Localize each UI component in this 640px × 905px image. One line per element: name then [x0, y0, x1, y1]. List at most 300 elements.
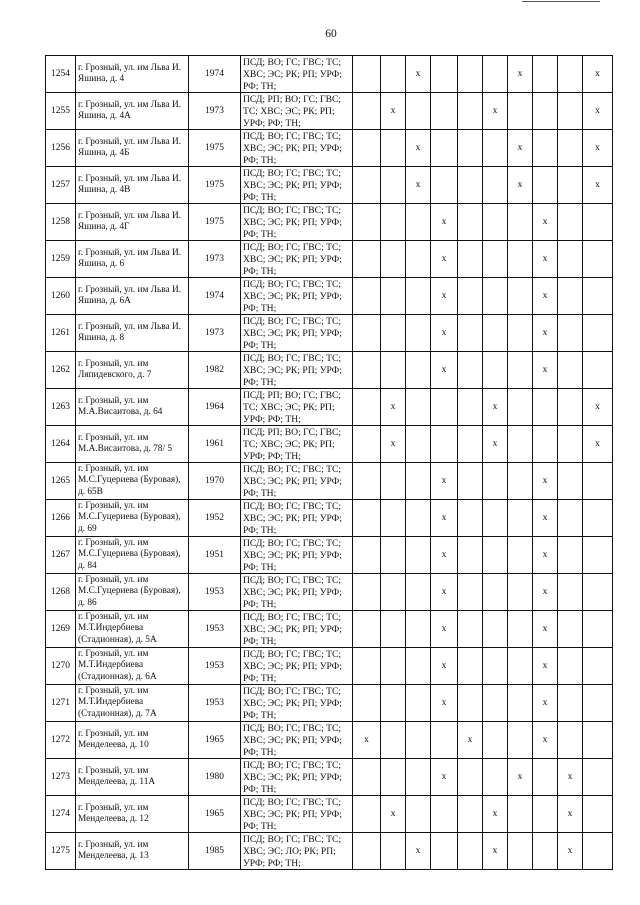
mark-cell: х: [483, 833, 508, 870]
row-number-cell: 1274: [46, 796, 76, 833]
systems-cell: [241, 611, 353, 648]
systems-cell: [241, 315, 353, 352]
mark-cell: [353, 167, 381, 204]
address-text: г. Грозный, ул. им Льва И. Яшина, д. 4Г: [78, 210, 182, 232]
row-number-cell: 1257: [46, 167, 76, 204]
systems-cell: [241, 648, 353, 685]
year-cell: 1974: [189, 278, 241, 315]
mark-cell: [483, 611, 508, 648]
row-number-cell: 1267: [46, 537, 76, 574]
row-number-cell: 1269: [46, 611, 76, 648]
mark-cell: [483, 648, 508, 685]
year-cell: 1953: [189, 648, 241, 685]
address-text: г. Грозный, ул. им Льва И. Яшина, д. 4В: [78, 173, 182, 195]
row-number-cell: 1275: [46, 833, 76, 870]
address-cell: [76, 204, 189, 241]
mark-cell: х: [483, 796, 508, 833]
mark-cell: [483, 685, 508, 722]
mark-cell: [583, 463, 613, 500]
year-cell: 1952: [189, 500, 241, 537]
mark-cell: [533, 426, 558, 463]
mark-cell: [458, 574, 483, 611]
mark-cell: [458, 796, 483, 833]
mark-cell: [508, 315, 533, 352]
mark-cell: х: [431, 537, 458, 574]
mark-cell: [353, 833, 381, 870]
mark-cell: [353, 463, 381, 500]
mark-cell: х: [533, 685, 558, 722]
table-row: [46, 315, 613, 352]
systems-cell: [241, 93, 353, 130]
mark-cell: [406, 611, 431, 648]
mark-cell: х: [583, 389, 613, 426]
year-cell: 1965: [189, 722, 241, 759]
systems-text: ПСД; ВО; ГС; ГВС; ТС; ХВС; ЭС; ЛО; РК; РП; УРФ; РФ; ТН;: [243, 834, 342, 869]
address-cell: [76, 315, 189, 352]
mark-cell: [558, 167, 583, 204]
row-number-cell: 1268: [46, 574, 76, 611]
mark-cell: [483, 537, 508, 574]
mark-cell: [533, 389, 558, 426]
systems-cell: [241, 352, 353, 389]
mark-cell: [483, 500, 508, 537]
mark-cell: [458, 389, 483, 426]
mark-cell: [508, 352, 533, 389]
systems-text: ПСД; ВО; ГС; ГВС; ТС; ХВС; ЭС; РК; РП; УРФ; РФ; ТН;: [243, 57, 342, 92]
address-text: г. Грозный, ул. им Льва И. Яшина, д. 4: [78, 62, 182, 84]
mark-cell: х: [431, 463, 458, 500]
mark-cell: [583, 500, 613, 537]
row-number-cell: 1264: [46, 426, 76, 463]
systems-text: ПСД; ВО; ГС; ГВС; ТС; ХВС; ЭС; РК; РП; УРФ; РФ; ТН;: [243, 205, 342, 240]
mark-cell: [381, 833, 406, 870]
address-cell: [76, 500, 189, 537]
row-number-cell: 1256: [46, 130, 76, 167]
mark-cell: [558, 722, 583, 759]
mark-cell: [381, 611, 406, 648]
systems-text: ПСД; ВО; ГС; ГВС; ТС; ХВС; ЭС; РК; РП; УРФ; РФ; ТН;: [243, 797, 342, 832]
mark-cell: [353, 611, 381, 648]
mark-cell: [353, 574, 381, 611]
mark-cell: [583, 241, 613, 278]
mark-cell: [406, 500, 431, 537]
year-cell: 1951: [189, 537, 241, 574]
mark-cell: [583, 204, 613, 241]
mark-cell: [381, 537, 406, 574]
mark-cell: [381, 574, 406, 611]
year-cell: 1970: [189, 463, 241, 500]
mark-cell: [381, 722, 406, 759]
mark-cell: [406, 241, 431, 278]
systems-text: ПСД; ВО; ГС; ГВС; ТС; ХВС; ЭС; РК; РП; УРФ; РФ; ТН;: [243, 760, 342, 795]
mark-cell: [381, 204, 406, 241]
address-cell: [76, 167, 189, 204]
row-number-cell: 1272: [46, 722, 76, 759]
mark-cell: [558, 463, 583, 500]
table-row: [46, 685, 613, 722]
mark-cell: [431, 130, 458, 167]
mark-cell: [508, 426, 533, 463]
row-number-cell: 1271: [46, 685, 76, 722]
mark-cell: х: [406, 56, 431, 93]
address-cell: [76, 833, 189, 870]
mark-cell: [381, 500, 406, 537]
mark-cell: х: [508, 167, 533, 204]
mark-cell: [583, 352, 613, 389]
mark-cell: [431, 796, 458, 833]
mark-cell: [406, 722, 431, 759]
mark-cell: [431, 93, 458, 130]
address-cell: [76, 611, 189, 648]
mark-cell: х: [583, 56, 613, 93]
table-row: [46, 352, 613, 389]
mark-cell: х: [533, 500, 558, 537]
systems-cell: [241, 167, 353, 204]
mark-cell: [558, 685, 583, 722]
mark-cell: [353, 500, 381, 537]
mark-cell: [508, 278, 533, 315]
mark-cell: [458, 426, 483, 463]
systems-cell: [241, 389, 353, 426]
mark-cell: х: [533, 278, 558, 315]
mark-cell: х: [431, 278, 458, 315]
row-number-cell: 1258: [46, 204, 76, 241]
mark-cell: [533, 56, 558, 93]
table-row: [46, 796, 613, 833]
systems-cell: [241, 574, 353, 611]
mark-cell: [406, 352, 431, 389]
mark-cell: х: [533, 574, 558, 611]
mark-cell: [431, 722, 458, 759]
year-cell: 1973: [189, 241, 241, 278]
mark-cell: [458, 500, 483, 537]
mark-cell: [508, 796, 533, 833]
mark-cell: [583, 759, 613, 796]
table-row: [46, 278, 613, 315]
mark-cell: [558, 204, 583, 241]
mark-cell: [381, 352, 406, 389]
table-row: [46, 56, 613, 93]
table-row: [46, 500, 613, 537]
mark-cell: [431, 426, 458, 463]
mark-cell: [406, 93, 431, 130]
address-cell: [76, 426, 189, 463]
row-number-cell: 1266: [46, 500, 76, 537]
address-text: г. Грозный, ул. им Менделеева, д. 13: [78, 839, 149, 861]
mark-cell: х: [431, 241, 458, 278]
systems-text: ПСД; ВО; ГС; ГВС; ТС; ХВС; ЭС; РК; РП; УРФ; РФ; ТН;: [243, 316, 342, 351]
mark-cell: [583, 648, 613, 685]
mark-cell: [483, 241, 508, 278]
systems-cell: [241, 426, 353, 463]
table-row: [46, 463, 613, 500]
mark-cell: [583, 315, 613, 352]
systems-text: ПСД; ВО; ГС; ГВС; ТС; ХВС; ЭС; РК; РП; УРФ; РФ; ТН;: [243, 538, 342, 573]
year-cell: 1973: [189, 93, 241, 130]
address-cell: [76, 241, 189, 278]
address-text: г. Грозный, ул. им Ляпидевского, д. 7: [78, 358, 152, 380]
address-text: г. Грозный, ул. им Льва И. Яшина, д. 4Б: [78, 136, 182, 158]
mark-cell: [533, 796, 558, 833]
mark-cell: х: [406, 167, 431, 204]
row-number-cell: 1265: [46, 463, 76, 500]
address-text: г. Грозный, ул. им Менделеева, д. 12: [78, 802, 149, 824]
mark-cell: [353, 389, 381, 426]
mark-cell: [558, 426, 583, 463]
mark-cell: х: [583, 167, 613, 204]
address-text: г. Грозный, ул. им М.С.Гуцериева (Буровая), д. 69: [78, 500, 181, 534]
mark-cell: х: [533, 315, 558, 352]
address-cell: [76, 537, 189, 574]
mark-cell: [533, 833, 558, 870]
systems-cell: [241, 759, 353, 796]
table-row: [46, 722, 613, 759]
mark-cell: [508, 722, 533, 759]
table-row: [46, 167, 613, 204]
systems-text: ПСД; ВО; ГС; ГВС; ТС; ХВС; ЭС; РК; РП; УРФ; РФ; ТН;: [243, 168, 342, 203]
mark-cell: [558, 389, 583, 426]
systems-cell: [241, 463, 353, 500]
systems-text: ПСД; РП; ВО; ГС; ГВС; ТС; ХВС; ЭС; РК; РП; УРФ; РФ; ТН;: [243, 390, 342, 425]
year-cell: 1975: [189, 167, 241, 204]
address-text: г. Грозный, ул. им М.А.Висаитова, д. 64: [78, 395, 163, 417]
mark-cell: х: [533, 352, 558, 389]
mark-cell: [483, 463, 508, 500]
mark-cell: [558, 56, 583, 93]
mark-cell: [381, 685, 406, 722]
mark-cell: [353, 93, 381, 130]
mark-cell: [406, 463, 431, 500]
mark-cell: [508, 389, 533, 426]
mark-cell: [583, 722, 613, 759]
table-row: [46, 537, 613, 574]
mark-cell: х: [533, 241, 558, 278]
mark-cell: [458, 685, 483, 722]
mark-cell: х: [381, 426, 406, 463]
systems-text: ПСД; ВО; ГС; ГВС; ТС; ХВС; ЭС; РК; РП; УРФ; РФ; ТН;: [243, 649, 342, 684]
mark-cell: [381, 130, 406, 167]
mark-cell: [583, 278, 613, 315]
year-cell: 1985: [189, 833, 241, 870]
mark-cell: х: [483, 389, 508, 426]
year-cell: 1953: [189, 574, 241, 611]
data-table: [45, 55, 613, 870]
address-cell: [76, 93, 189, 130]
systems-cell: [241, 500, 353, 537]
mark-cell: [406, 648, 431, 685]
row-number-cell: 1260: [46, 278, 76, 315]
table-row: [46, 611, 613, 648]
systems-cell: [241, 685, 353, 722]
mark-cell: х: [533, 537, 558, 574]
systems-text: ПСД; РП; ВО; ГС; ГВС; ТС; ХВС; ЭС; РК; РП; УРФ; РФ; ТН;: [243, 427, 342, 462]
mark-cell: [508, 648, 533, 685]
mark-cell: [353, 352, 381, 389]
mark-cell: х: [483, 93, 508, 130]
row-number-cell: 1259: [46, 241, 76, 278]
data-table-body: [46, 56, 613, 870]
mark-cell: х: [533, 611, 558, 648]
mark-cell: [458, 352, 483, 389]
mark-cell: [558, 648, 583, 685]
address-cell: [76, 56, 189, 93]
table-row: [46, 648, 613, 685]
row-number-cell: 1270: [46, 648, 76, 685]
mark-cell: [353, 759, 381, 796]
mark-cell: х: [583, 130, 613, 167]
mark-cell: [406, 204, 431, 241]
row-number-cell: 1263: [46, 389, 76, 426]
systems-cell: [241, 796, 353, 833]
mark-cell: [353, 796, 381, 833]
row-number-cell: 1255: [46, 93, 76, 130]
address-text: г. Грозный, ул. им М.С.Гуцериева (Буровая), д. 65В: [78, 463, 181, 497]
systems-text: ПСД; ВО; ГС; ГВС; ТС; ХВС; ЭС; РК; РП; УРФ; РФ; ТН;: [243, 131, 342, 166]
mark-cell: [508, 93, 533, 130]
mark-cell: х: [508, 56, 533, 93]
year-cell: 1964: [189, 389, 241, 426]
mark-cell: [508, 833, 533, 870]
mark-cell: [458, 204, 483, 241]
address-cell: [76, 352, 189, 389]
mark-cell: х: [508, 130, 533, 167]
address-cell: [76, 796, 189, 833]
systems-text: ПСД; ВО; ГС; ГВС; ТС; ХВС; ЭС; РК; РП; УРФ; РФ; ТН;: [243, 686, 342, 721]
mark-cell: [458, 648, 483, 685]
mark-cell: [353, 278, 381, 315]
mark-cell: [431, 833, 458, 870]
systems-cell: [241, 833, 353, 870]
mark-cell: х: [431, 352, 458, 389]
mark-cell: [558, 611, 583, 648]
mark-cell: х: [431, 685, 458, 722]
mark-cell: [458, 759, 483, 796]
mark-cell: [583, 574, 613, 611]
address-cell: [76, 722, 189, 759]
address-text: г. Грозный, ул. им Льва И. Яшина, д. 8: [78, 321, 182, 343]
mark-cell: х: [381, 93, 406, 130]
mark-cell: [558, 574, 583, 611]
mark-cell: [458, 93, 483, 130]
address-cell: [76, 278, 189, 315]
year-cell: 1953: [189, 685, 241, 722]
year-cell: 1975: [189, 204, 241, 241]
address-text: г. Грозный, ул. им М.А.Висаитова, д. 78/ 5: [78, 432, 173, 454]
address-text: г. Грозный, ул. им М.Т.Индербиева (Стадионная), д. 5А: [78, 611, 157, 645]
mark-cell: [353, 130, 381, 167]
mark-cell: [483, 315, 508, 352]
mark-cell: [381, 759, 406, 796]
address-cell: [76, 463, 189, 500]
row-number-cell: 1262: [46, 352, 76, 389]
address-cell: [76, 685, 189, 722]
mark-cell: [353, 315, 381, 352]
mark-cell: [431, 389, 458, 426]
systems-text: ПСД; ВО; ГС; ГВС; ТС; ХВС; ЭС; РК; РП; УРФ; РФ; ТН;: [243, 612, 342, 647]
systems-text: ПСД; ВО; ГС; ГВС; ТС; ХВС; ЭС; РК; РП; УРФ; РФ; ТН;: [243, 279, 342, 314]
mark-cell: х: [431, 648, 458, 685]
year-cell: 1982: [189, 352, 241, 389]
address-cell: [76, 574, 189, 611]
mark-cell: [458, 278, 483, 315]
mark-cell: [583, 611, 613, 648]
mark-cell: [483, 352, 508, 389]
mark-cell: [483, 56, 508, 93]
mark-cell: [406, 315, 431, 352]
mark-cell: х: [406, 130, 431, 167]
row-number-cell: 1273: [46, 759, 76, 796]
systems-text: ПСД; РП; ВО; ГС; ГВС; ТС; ХВС; ЭС; РК; РП; УРФ; РФ; ТН;: [243, 94, 342, 129]
mark-cell: [381, 167, 406, 204]
address-text: г. Грозный, ул. им Льва И. Яшина, д. 6: [78, 247, 182, 269]
mark-cell: х: [353, 722, 381, 759]
year-cell: 1953: [189, 611, 241, 648]
mark-cell: х: [583, 426, 613, 463]
mark-cell: х: [533, 204, 558, 241]
mark-cell: [353, 648, 381, 685]
mark-cell: [558, 278, 583, 315]
mark-cell: [558, 352, 583, 389]
mark-cell: [483, 759, 508, 796]
mark-cell: [583, 537, 613, 574]
mark-cell: [353, 537, 381, 574]
address-text: г. Грозный, ул. им М.Т.Индербиева (Стадионная), д. 7А: [78, 685, 157, 719]
mark-cell: [533, 167, 558, 204]
address-text: г. Грозный, ул. им М.С.Гуцериева (Буровая), д. 86: [78, 574, 181, 608]
mark-cell: [406, 389, 431, 426]
mark-cell: х: [431, 204, 458, 241]
mark-cell: х: [431, 500, 458, 537]
mark-cell: [353, 241, 381, 278]
systems-cell: [241, 722, 353, 759]
systems-cell: [241, 130, 353, 167]
mark-cell: х: [431, 759, 458, 796]
systems-cell: [241, 204, 353, 241]
address-text: г. Грозный, ул. им М.Т.Индербиева (Стадионная), д. 6А: [78, 648, 157, 682]
table-row: [46, 759, 613, 796]
year-cell: 1965: [189, 796, 241, 833]
table-row: [46, 130, 613, 167]
mark-cell: [458, 833, 483, 870]
systems-text: ПСД; ВО; ГС; ГВС; ТС; ХВС; ЭС; РК; РП; УРФ; РФ; ТН;: [243, 464, 342, 499]
mark-cell: х: [483, 426, 508, 463]
address-text: г. Грозный, ул. им Менделеева, д. 10: [78, 728, 149, 750]
mark-cell: [533, 130, 558, 167]
systems-cell: [241, 241, 353, 278]
mark-cell: [381, 463, 406, 500]
mark-cell: [406, 685, 431, 722]
mark-cell: [583, 833, 613, 870]
mark-cell: [483, 130, 508, 167]
mark-cell: [458, 315, 483, 352]
mark-cell: [458, 611, 483, 648]
address-text: г. Грозный, ул. им Льва И. Яшина, д. 4А: [78, 99, 182, 121]
year-cell: 1980: [189, 759, 241, 796]
mark-cell: х: [381, 389, 406, 426]
mark-cell: [458, 167, 483, 204]
mark-cell: [483, 204, 508, 241]
mark-cell: [406, 796, 431, 833]
row-number-cell: 1254: [46, 56, 76, 93]
page-number: 60: [325, 28, 337, 40]
mark-cell: [406, 278, 431, 315]
mark-cell: х: [558, 796, 583, 833]
mark-cell: [508, 685, 533, 722]
address-text: г. Грозный, ул. им Льва И. Яшина, д. 6А: [78, 284, 182, 306]
address-cell: [76, 130, 189, 167]
mark-cell: [431, 56, 458, 93]
mark-cell: [558, 537, 583, 574]
